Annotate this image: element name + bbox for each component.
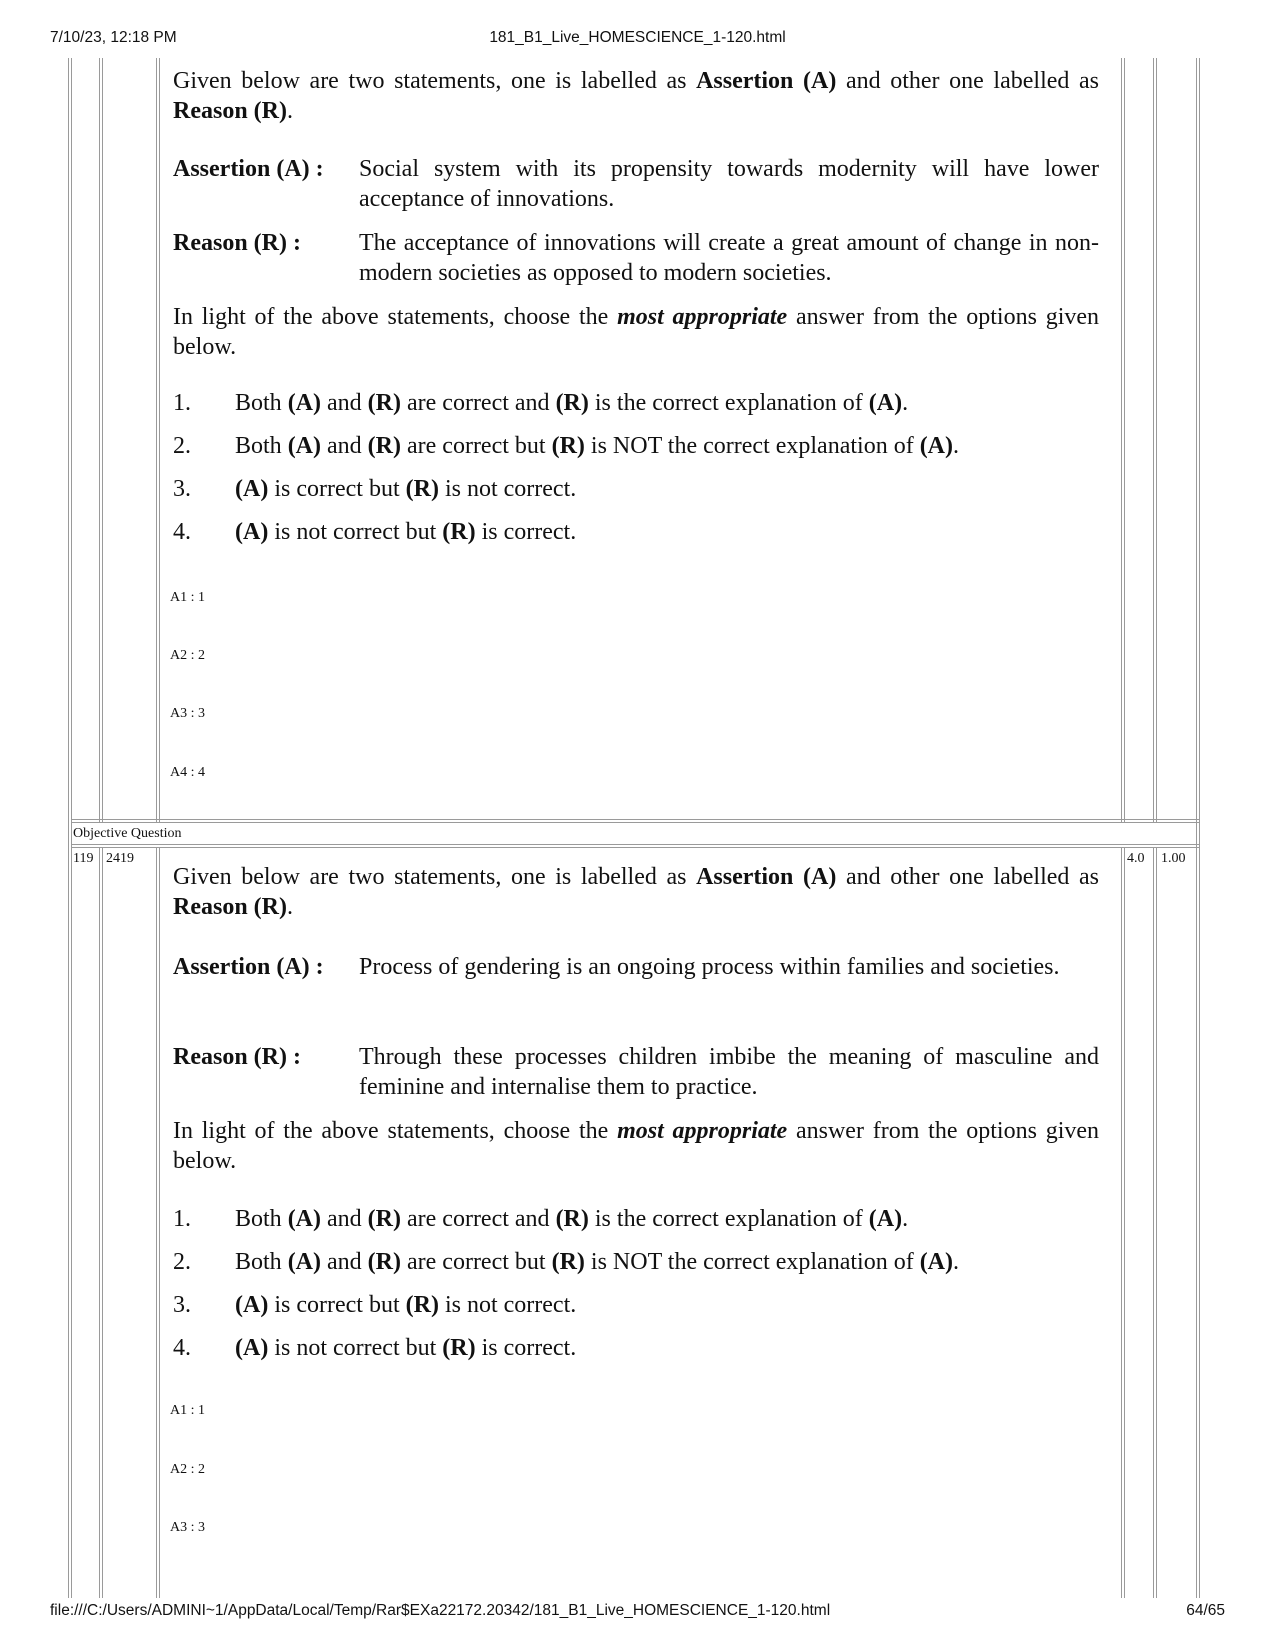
- question-118-body: Given below are two statements, one is labelled as Assertion (A) and other one labelled as Reason (R). Assertion (A) : Social system with its propensity towards modernity will have lower acceptance of innovations. Reason (R) : The acceptance of innovations will create a great amount of change in non-modern societies as opposed to modern societies. In light of the above statements, choose the most appropriate answer from the options given below. 1. Both (A) and (R) are correct and (R) is the correct explanation of (A). 2. Both (A) and (R) are correct but (R) is NOT the correct explanation of (A). 3. (A) is correct but (R) is not correct. 4. (A) is not correct but (R) is correct.: [173, 66, 1099, 560]
- reason-statement: Reason (R) : The acceptance of innovations will create a great amount of change in non-modern societies as opposed to modern societies.: [173, 230, 1099, 286]
- question-id: 2419: [106, 851, 134, 866]
- print-file-path: file:///C:/Users/ADMINI~1/AppData/Local/Temp/Rar$EXa22172.20342/181_B1_Live_HOMESCIENCE_1-120.html: [50, 1602, 831, 1619]
- option-1: 1. Both (A) and (R) are correct and (R) is the correct explanation of (A).: [173, 1206, 909, 1232]
- option-3: 3. (A) is correct but (R) is not correct.: [173, 476, 577, 502]
- answer-label: A1 : 1: [170, 590, 205, 605]
- answer-label: A3 : 3: [170, 1520, 205, 1535]
- table-col-divider: [1121, 847, 1122, 1598]
- options-list: [173, 388, 1099, 560]
- table-col-divider: [156, 58, 157, 822]
- row-divider: [71, 844, 1199, 845]
- assertion-statement: Assertion (A) : Social system with its propensity towards modernity will have lower acceptance of innovations.: [173, 156, 1099, 212]
- option-2: 2. Both (A) and (R) are correct but (R) is NOT the correct explanation of (A).: [173, 1249, 960, 1275]
- option-4: 4. (A) is not correct but (R) is correct.: [173, 1335, 577, 1361]
- row-divider: [71, 822, 1199, 823]
- answer-label: A2 : 2: [170, 648, 205, 663]
- table-col-divider: [102, 847, 103, 1598]
- table-col-divider: [1153, 847, 1154, 1598]
- table-col-divider: [1124, 58, 1125, 822]
- table-border-right-outer: [1199, 58, 1200, 1598]
- answer-label: A3 : 3: [170, 706, 205, 721]
- question-negative-marks: 1.00: [1161, 851, 1186, 866]
- question-marks: 4.0: [1127, 851, 1145, 866]
- answer-label: A4 : 4: [170, 765, 205, 780]
- option-2: 2. Both (A) and (R) are correct but (R) is NOT the correct explanation of (A).: [173, 433, 960, 459]
- table-border-left-inner: [71, 58, 72, 1598]
- table-col-divider: [99, 58, 100, 822]
- table-col-divider: [1156, 847, 1157, 1598]
- table-col-divider: [99, 847, 100, 1598]
- answer-label: A1 : 1: [170, 1403, 205, 1418]
- table-col-divider: [1124, 847, 1125, 1598]
- table-col-divider: [1153, 58, 1154, 822]
- question-119-body: Given below are two statements, one is labelled as Assertion (A) and other one labelled as Reason (R). Assertion (A) : Process of gendering is an ongoing process within families and societies. Reason (R) : Through these processes children imbibe the meaning of masculine and feminine and internalise them to practice. In light of the above statements, choose the most appropriate answer from the options given below. 1. Both (A) and (R) are correct and (R) is the correct explanation of (A). 2. Both (A) and (R) are correct but (R) is NOT the correct explanation of (A). 3. (A) is correct but (R) is not correct. 4. (A) is not correct but (R) is correct.: [173, 862, 1099, 1376]
- table-border-left-outer: [68, 58, 69, 1598]
- assertion-statement: Assertion (A) : Process of gendering is an ongoing process within families and societies.: [173, 954, 1060, 980]
- table-col-divider: [159, 58, 160, 822]
- print-title: 181_B1_Live_HOMESCIENCE_1-120.html: [489, 29, 786, 46]
- table-col-divider: [1156, 58, 1157, 822]
- question-number: 119: [73, 851, 94, 866]
- table-col-divider: [102, 58, 103, 822]
- option-1: 1. Both (A) and (R) are correct and (R) is the correct explanation of (A).: [173, 390, 909, 416]
- section-label: Objective Question: [73, 826, 182, 841]
- answer-label: A2 : 2: [170, 1462, 205, 1477]
- row-divider: [71, 847, 1199, 848]
- options-list: [173, 1204, 1099, 1376]
- table-col-divider: [1121, 58, 1122, 822]
- table-border-right-inner: [1196, 58, 1197, 1598]
- table-col-divider: [156, 847, 157, 1598]
- option-4: 4. (A) is not correct but (R) is correct.: [173, 519, 577, 545]
- reason-statement: Reason (R) : Through these processes children imbibe the meaning of masculine and feminine and internalise them to practice.: [173, 1044, 1099, 1100]
- table-col-divider: [159, 847, 160, 1598]
- print-page-number: 64/65: [1186, 1602, 1225, 1619]
- row-divider: [71, 819, 1199, 820]
- print-datetime: 7/10/23, 12:18 PM: [50, 29, 177, 46]
- option-3: 3. (A) is correct but (R) is not correct.: [173, 1292, 577, 1318]
